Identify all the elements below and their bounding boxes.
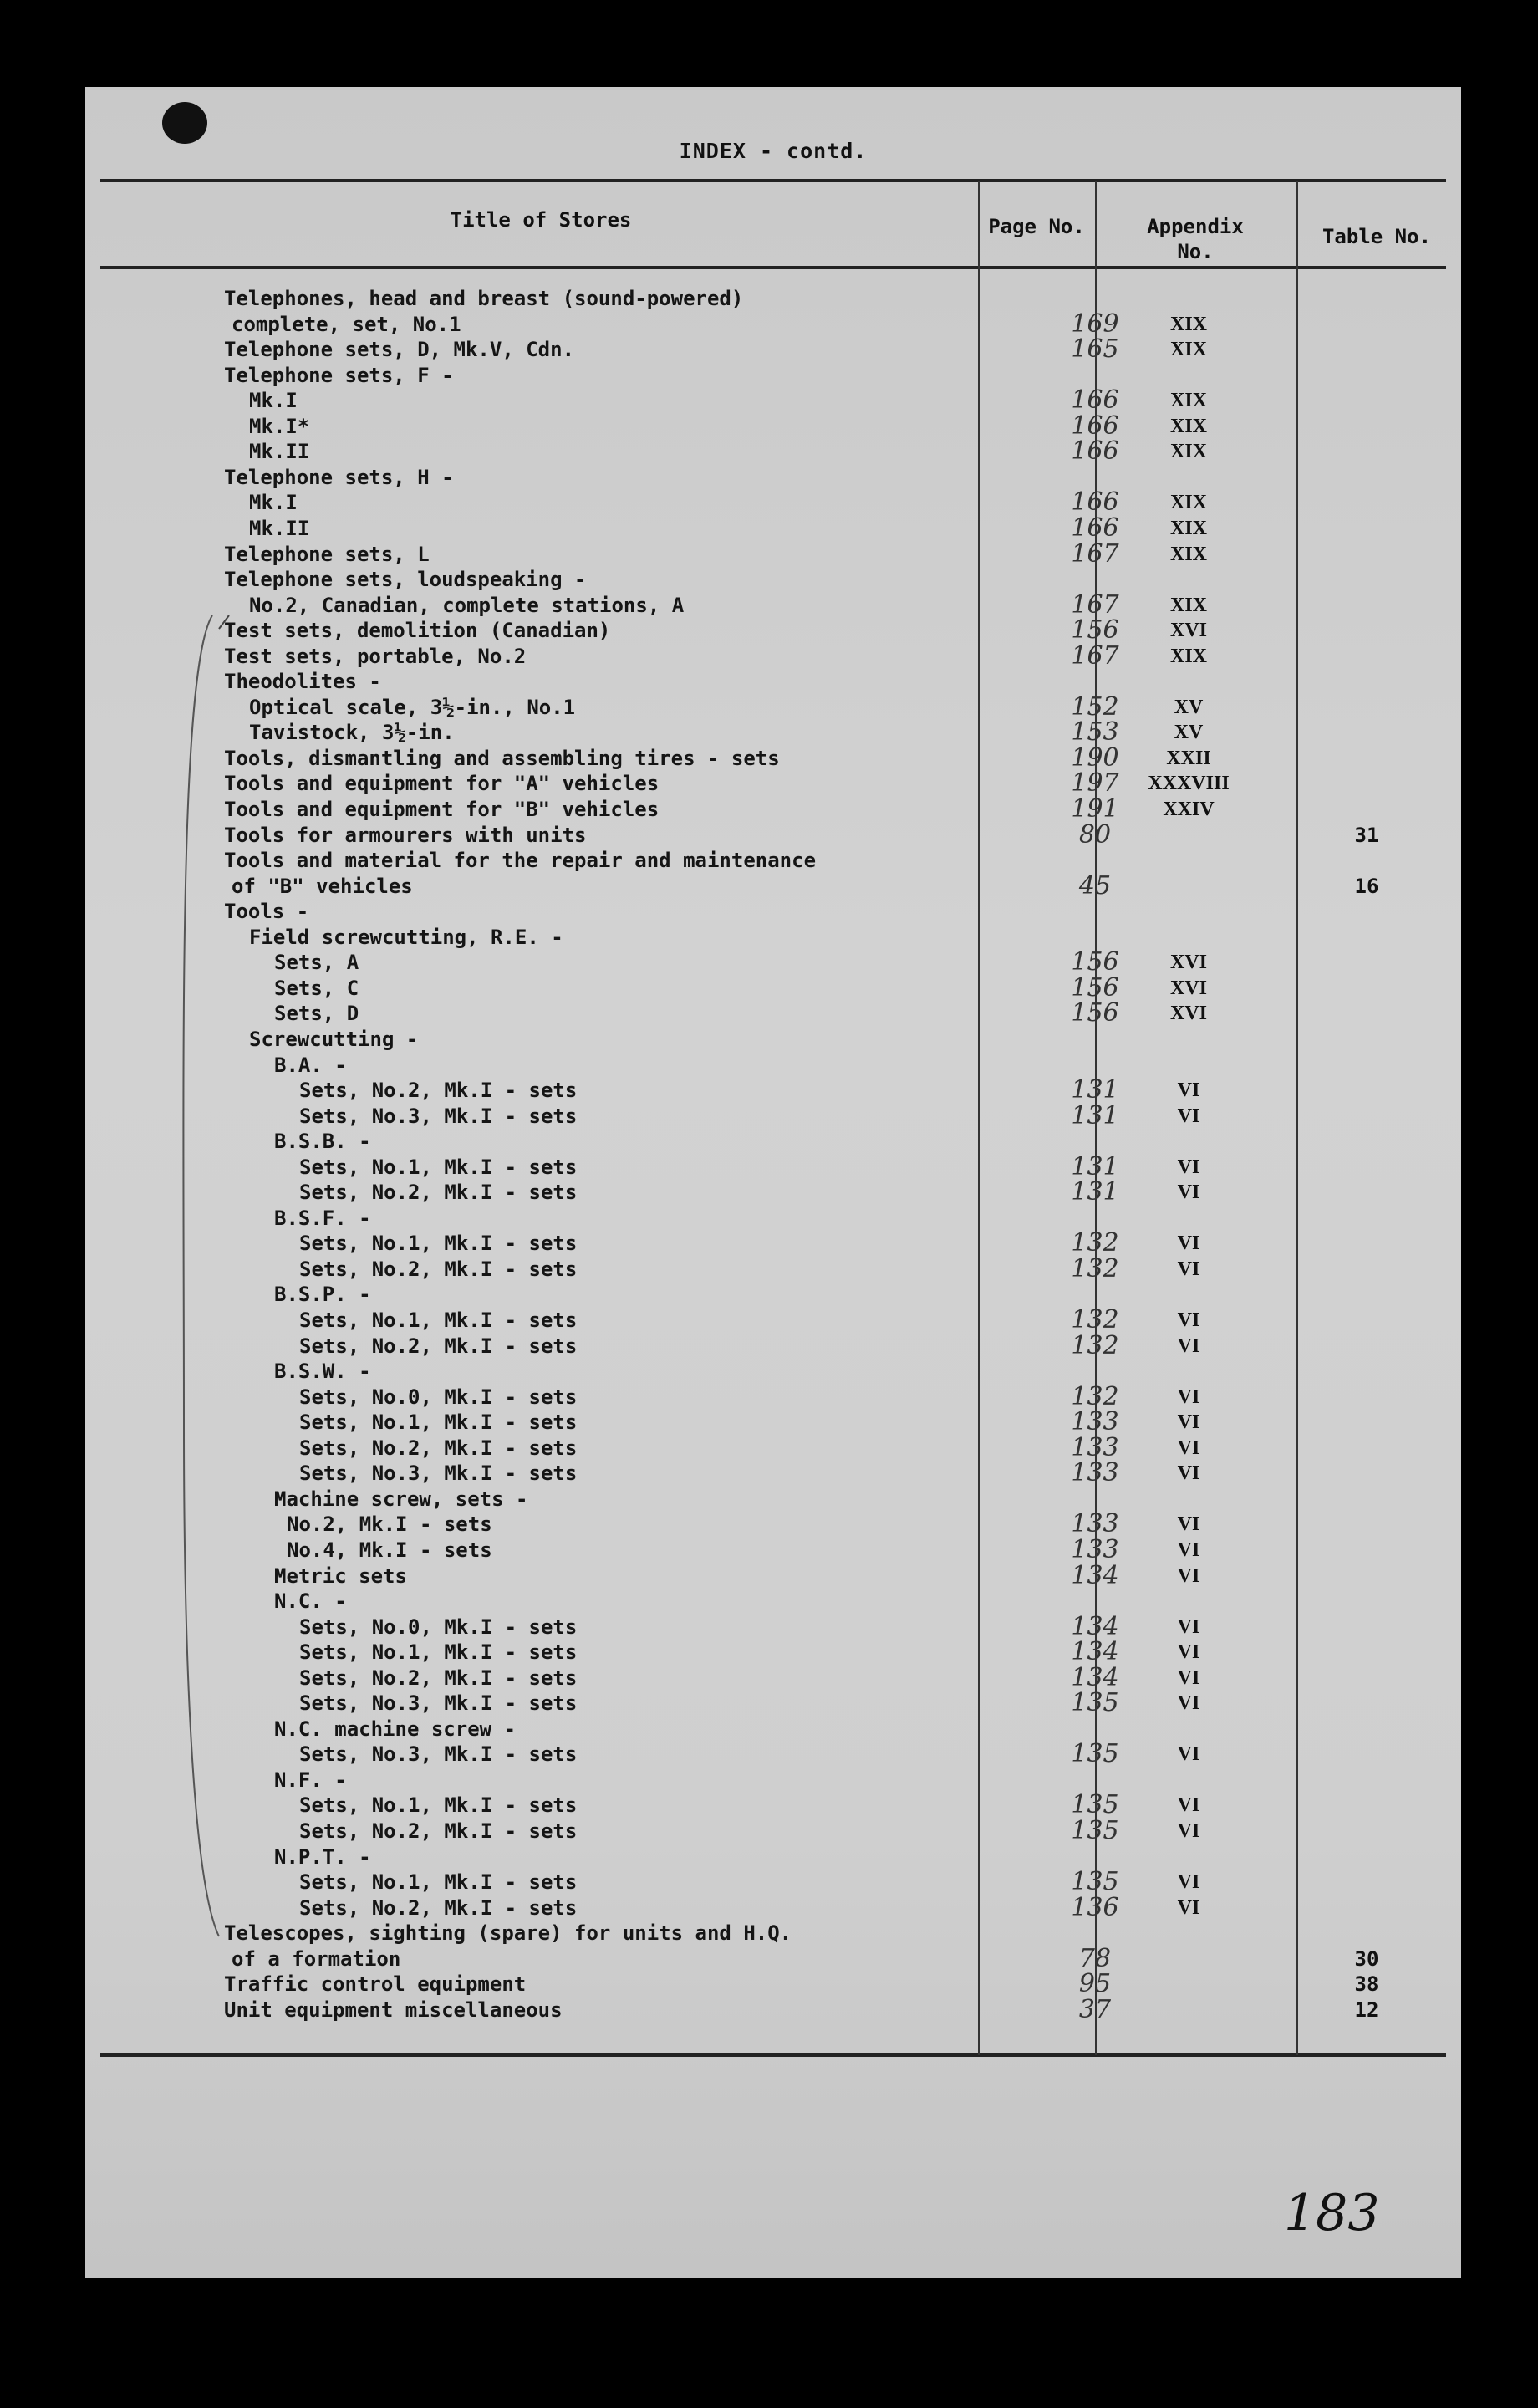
store-title: Sets, No.3, Mk.I - sets (299, 1104, 578, 1128)
page-number-cell: 135 (1071, 1867, 1119, 1897)
store-title: Machine screw, sets - (274, 1487, 528, 1511)
table-row (85, 669, 1461, 694)
page-number-cell: 37 (1078, 1994, 1112, 2024)
store-title: Test sets, demolition (Canadian) (224, 619, 611, 643)
column-header-appendix-line1: Appendix (1147, 215, 1244, 238)
store-title: Tools - (224, 900, 309, 924)
table-row (85, 1075, 1461, 1105)
appendix-cell: VI (1177, 1436, 1200, 1459)
page-number-cell: 131 (1071, 1100, 1119, 1130)
store-title: Sets, No.0, Mk.I - sets (299, 1615, 578, 1639)
store-title: No.4, Mk.I - sets (287, 1538, 492, 1562)
appendix-cell: XIX (1169, 594, 1207, 616)
store-title: Mk.I (249, 389, 298, 413)
page-number-cell: 166 (1071, 385, 1119, 416)
store-title: Sets, D (274, 1002, 359, 1026)
appendix-cell: VI (1177, 1385, 1200, 1408)
table-row (85, 1206, 1461, 1231)
appendix-cell: XIX (1169, 492, 1207, 514)
table-row (85, 465, 1461, 490)
store-title: Sets, No.2, Mk.I - sets (299, 1181, 578, 1205)
store-title: Sets, No.3, Mk.I - sets (299, 1742, 578, 1767)
table-row (85, 1688, 1461, 1718)
page-number-cell: 156 (1071, 972, 1119, 1002)
table-row (85, 1100, 1461, 1130)
store-title: N.C. - (274, 1589, 347, 1614)
table-row (85, 309, 1461, 339)
page-number-cell: 197 (1071, 768, 1119, 798)
appendix-cell: XIX (1169, 645, 1207, 667)
appendix-cell: XIX (1169, 390, 1207, 412)
page-number-cell: 166 (1071, 513, 1119, 543)
table-row (85, 691, 1461, 722)
table-row (85, 1994, 1461, 2024)
appendix-cell: XVI (1169, 620, 1207, 642)
page-number-cell: 133 (1071, 1534, 1119, 1564)
page-number-cell: 153 (1071, 717, 1119, 747)
store-title: Screwcutting - (249, 1027, 419, 1051)
appendix-cell: XV (1174, 696, 1204, 718)
table-row (85, 768, 1461, 798)
store-title: B.A. - (274, 1053, 347, 1077)
table-row (85, 1867, 1461, 1897)
store-title: Metric sets (274, 1564, 407, 1588)
table-row (85, 1407, 1461, 1437)
appendix-cell: VI (1177, 1743, 1200, 1766)
store-title: No.2, Mk.I - sets (287, 1513, 492, 1537)
appendix-cell: XXXVIII (1148, 773, 1230, 795)
appendix-cell: VI (1177, 1258, 1200, 1280)
table-row (85, 899, 1461, 924)
appendix-cell: VI (1177, 1232, 1200, 1255)
table-row (85, 1534, 1461, 1564)
store-title: Mk.I (249, 491, 298, 515)
store-title: Tools for armourers with units (224, 823, 587, 847)
table-row (85, 1381, 1461, 1411)
document-page (85, 87, 1461, 2278)
page-number-cell: 134 (1071, 1560, 1119, 1590)
appendix-cell: VI (1177, 1871, 1200, 1894)
page-number-cell: 134 (1071, 1611, 1119, 1641)
store-title: Sets, No.1, Mk.I - sets (299, 1793, 578, 1818)
appendix-cell: XVI (1169, 1002, 1207, 1025)
store-title: Sets, No.2, Mk.I - sets (299, 1666, 578, 1690)
store-title: Sets, A (274, 951, 359, 975)
table-row (85, 1739, 1461, 1769)
table-row (85, 589, 1461, 620)
column-header-page: Page No. (988, 215, 1085, 238)
appendix-cell: VI (1177, 1564, 1200, 1587)
table-row (85, 1053, 1461, 1078)
appendix-cell: VI (1177, 1615, 1200, 1638)
page-title: INDEX - contd. (679, 139, 868, 163)
store-title: Test sets, portable, No.2 (224, 644, 527, 668)
column-header-table: Table No. (1322, 225, 1432, 248)
store-title: Traffic control equipment (224, 1972, 527, 1997)
table-row (85, 286, 1461, 311)
table-number-cell: 38 (1354, 1972, 1379, 1997)
store-title: Sets, No.2, Mk.I - sets (299, 1257, 578, 1281)
page-number-cell: 167 (1071, 589, 1119, 620)
appendix-cell: VI (1177, 1641, 1200, 1664)
store-title: Theodolites - (224, 670, 381, 694)
page-number-cell: 156 (1071, 947, 1119, 977)
page-number-cell: 191 (1071, 794, 1119, 824)
table-row (85, 538, 1461, 569)
table-row (85, 1151, 1461, 1181)
appendix-cell: VI (1177, 1896, 1200, 1919)
table-row (85, 1768, 1461, 1793)
store-title: Telephone sets, D, Mk.V, Cdn. (224, 338, 575, 362)
page-number-cell: 152 (1071, 691, 1119, 722)
appendix-cell: VI (1177, 1666, 1200, 1689)
table-row (85, 972, 1461, 1002)
table-row (85, 334, 1461, 365)
page-number-cell: 78 (1078, 1943, 1112, 1973)
store-title: Sets, No.2, Mk.I - sets (299, 1334, 578, 1358)
store-title: N.F. - (274, 1768, 347, 1792)
table-row (85, 1816, 1461, 1845)
page-number-cell: 133 (1071, 1458, 1119, 1488)
appendix-cell: VI (1177, 1794, 1200, 1817)
page-number-cell: 167 (1071, 538, 1119, 569)
store-title: N.C. machine screw - (274, 1717, 516, 1741)
appendix-cell: VI (1177, 1334, 1200, 1357)
store-title: Telescopes, sighting (spare) for units and H.Q. (224, 1921, 792, 1946)
store-title: Tools, dismantling and assembling tires - sets (224, 746, 780, 770)
appendix-cell: VI (1177, 1079, 1200, 1102)
table-row (85, 640, 1461, 671)
appendix-cell: VI (1177, 1538, 1200, 1561)
appendix-cell: XVI (1169, 951, 1207, 974)
appendix-cell: VI (1177, 1105, 1200, 1127)
page-number-cell: 132 (1071, 1381, 1119, 1411)
page-number-cell: 136 (1071, 1892, 1119, 1922)
table-row (85, 363, 1461, 388)
appendix-cell: XIX (1169, 441, 1207, 463)
store-title: Tavistock, 3½-in. (249, 721, 455, 745)
appendix-cell: XIX (1169, 339, 1207, 361)
store-title: Sets, No.2, Mk.I - sets (299, 1819, 578, 1843)
table-row (85, 411, 1461, 441)
table-number-cell: 12 (1354, 1997, 1379, 2022)
store-title: Tools and equipment for "A" vehicles (224, 772, 660, 796)
store-title: B.S.F. - (274, 1206, 371, 1230)
store-title: B.S.B. - (274, 1130, 371, 1154)
table-row (85, 1921, 1461, 1946)
table-row (85, 567, 1461, 592)
page-number: 183 (1284, 2184, 1380, 2242)
page-number-cell: 132 (1071, 1330, 1119, 1360)
appendix-cell: XV (1174, 722, 1204, 744)
table-row (85, 717, 1461, 747)
table-row (85, 1611, 1461, 1641)
store-title: of "B" vehicles (232, 874, 413, 898)
page-number-cell: 131 (1071, 1151, 1119, 1181)
table-number-cell: 31 (1354, 823, 1379, 847)
store-title: No.2, Canadian, complete stations, A (249, 593, 685, 617)
store-title: complete, set, No.1 (232, 312, 461, 336)
page-number-cell: 132 (1071, 1228, 1119, 1258)
store-title: Field screwcutting, R.E. - (249, 925, 563, 949)
page-number-cell: 131 (1071, 1177, 1119, 1207)
store-title: Sets, No.1, Mk.I - sets (299, 1411, 578, 1435)
store-title: Sets, No.2, Mk.I - sets (299, 1079, 578, 1103)
store-title: N.P.T. - (274, 1844, 371, 1869)
appendix-cell: XIX (1169, 543, 1207, 565)
table-row (85, 819, 1461, 849)
page-number-cell: 167 (1071, 640, 1119, 671)
appendix-cell: VI (1177, 1309, 1200, 1331)
store-title: Sets, No.3, Mk.I - sets (299, 1691, 578, 1716)
store-title: Sets, No.1, Mk.I - sets (299, 1870, 578, 1895)
store-title: Sets, No.2, Mk.I - sets (299, 1436, 578, 1460)
appendix-cell: VI (1177, 1820, 1200, 1842)
store-title: Sets, No.2, Mk.I - sets (299, 1895, 578, 1920)
table-row (85, 513, 1461, 543)
store-title: Mk.II (249, 440, 310, 464)
table-row (85, 1432, 1461, 1462)
column-header-appendix-line2: No. (1177, 240, 1214, 263)
page-number-cell: 80 (1078, 819, 1112, 849)
page-number-cell: 95 (1078, 1969, 1112, 1999)
table-row (85, 1844, 1461, 1870)
page-number-cell: 166 (1071, 436, 1119, 467)
table-number-cell: 16 (1354, 874, 1379, 898)
table-number-cell: 30 (1354, 1946, 1379, 1971)
store-title: Sets, No.1, Mk.I - sets (299, 1155, 578, 1179)
table-row (85, 1359, 1461, 1384)
store-title: Sets, No.1, Mk.I - sets (299, 1309, 578, 1332)
table-row (85, 487, 1461, 518)
table-row (85, 1305, 1461, 1334)
appendix-cell: VI (1177, 1156, 1200, 1178)
page-number-cell: 135 (1071, 1688, 1119, 1718)
table-row (85, 1662, 1461, 1692)
table-row (85, 1969, 1461, 1999)
table-row (85, 1458, 1461, 1488)
store-title: Sets, No.1, Mk.I - sets (299, 1640, 578, 1665)
appendix-cell: VI (1177, 1181, 1200, 1204)
appendix-cell: XVI (1169, 977, 1207, 999)
table-row (85, 385, 1461, 416)
page-number-cell: 135 (1071, 1739, 1119, 1769)
store-title: B.S.P. - (274, 1283, 371, 1307)
store-title: B.S.W. - (274, 1360, 371, 1384)
store-title: Mk.II (249, 516, 310, 540)
table-row (85, 1560, 1461, 1590)
store-title: Optical scale, 3½-in., No.1 (249, 695, 576, 719)
page-number-cell: 132 (1071, 1305, 1119, 1334)
appendix-cell: VI (1177, 1513, 1200, 1536)
table-row (85, 615, 1461, 645)
column-header-title: Title of Stores (450, 208, 632, 232)
table-row (85, 436, 1461, 467)
table-row (85, 1943, 1461, 1973)
page-number-cell: 156 (1071, 998, 1119, 1028)
table-row (85, 1027, 1461, 1052)
table-row (85, 1892, 1461, 1922)
table-row (85, 1790, 1461, 1820)
table-row (85, 947, 1461, 977)
store-title: Sets, No.3, Mk.I - sets (299, 1462, 578, 1486)
store-title: Sets, No.1, Mk.I - sets (299, 1232, 578, 1256)
store-title: Sets, C (274, 976, 359, 1000)
table-row (85, 870, 1461, 900)
page-number-cell: 133 (1071, 1509, 1119, 1539)
appendix-cell: XXIV (1163, 798, 1215, 820)
appendix-cell: XIX (1169, 415, 1207, 437)
appendix-cell: VI (1177, 1692, 1200, 1715)
page-number-cell: 134 (1071, 1637, 1119, 1667)
page-number-cell: 132 (1071, 1253, 1119, 1283)
store-title: Telephones, head and breast (sound-powered) (224, 287, 744, 310)
page-number-cell: 166 (1071, 487, 1119, 518)
table-row (85, 1589, 1461, 1614)
appendix-cell: XIX (1169, 313, 1207, 335)
page-number-cell: 131 (1071, 1075, 1119, 1105)
table-row (85, 925, 1461, 950)
store-title: of a formation (232, 1946, 401, 1971)
store-title: Sets, No.0, Mk.I - sets (299, 1385, 578, 1409)
appendix-cell: XIX (1169, 517, 1207, 539)
store-title: Tools and equipment for "B" vehicles (224, 798, 660, 821)
page-number-cell: 169 (1071, 309, 1119, 339)
store-title: Telephone sets, H - (224, 465, 454, 489)
store-title: Telephone sets, L (224, 542, 430, 566)
table-row (85, 1129, 1461, 1154)
page-number-cell: 166 (1071, 411, 1119, 441)
store-title: Unit equipment miscellaneous (224, 1997, 563, 2022)
table-row (85, 1177, 1461, 1207)
page-number-cell: 135 (1071, 1816, 1119, 1845)
page-number-cell: 165 (1071, 334, 1119, 365)
store-title: Telephone sets, F - (224, 363, 454, 387)
table-row (85, 1253, 1461, 1283)
appendix-cell: VI (1177, 1462, 1200, 1485)
table-row (85, 1330, 1461, 1360)
table-row (85, 1228, 1461, 1258)
table-row (85, 848, 1461, 873)
page-number-cell: 190 (1071, 742, 1119, 773)
page-number-cell: 133 (1071, 1432, 1119, 1462)
table-row (85, 1487, 1461, 1512)
page-number-cell: 156 (1071, 615, 1119, 645)
store-title: Mk.I* (249, 414, 310, 438)
appendix-cell: VI (1177, 1411, 1200, 1434)
table-row (85, 998, 1461, 1028)
table-row (85, 1509, 1461, 1539)
page-number-cell: 134 (1071, 1662, 1119, 1692)
store-title: Tools and material for the repair and maintenance (224, 849, 817, 873)
table-row (85, 794, 1461, 824)
page-number-cell: 133 (1071, 1407, 1119, 1437)
table-row (85, 742, 1461, 773)
appendix-cell: XXII (1166, 747, 1211, 769)
page-number-cell: 135 (1071, 1790, 1119, 1820)
table-row (85, 1282, 1461, 1307)
table-row (85, 1637, 1461, 1667)
store-title: Telephone sets, loudspeaking - (224, 568, 587, 592)
table-row (85, 1717, 1461, 1742)
page-number-cell: 45 (1078, 870, 1112, 900)
